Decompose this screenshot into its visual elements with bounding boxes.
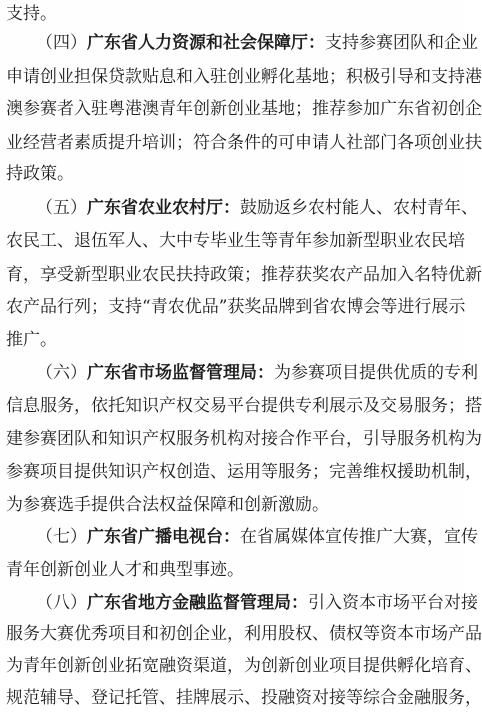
paragraph-text: 支持参赛团队和企业 <box>325 33 478 53</box>
paragraph-text: 持政策。 <box>6 164 74 184</box>
paragraph-number: （五） <box>36 198 87 218</box>
paragraph-text: 育，享受新型职业农民扶持政策；推荐获奖农产品加入名特优新 <box>6 265 482 285</box>
text-line <box>6 95 482 123</box>
paragraph-text: 在省属媒体宣传推广大赛，宣传 <box>240 527 478 547</box>
paragraph-number: （七） <box>36 527 87 547</box>
agency-name: 广东省农业农村厅： <box>87 198 240 218</box>
paragraph-heading-line <box>6 29 478 57</box>
paragraph-text: 为青年创新创业拓宽融资渠道，为创新创业项目提供孵化培育、 <box>6 656 482 676</box>
paragraph-text: 澳参赛者入驻粤港澳青年创新创业基地；推荐参加广东省初创企 <box>6 99 482 119</box>
paragraph-text: 信息服务，依托知识产权交易平台提供专利展示及交易服务；搭 <box>6 396 482 416</box>
paragraph-number: （六） <box>36 363 87 383</box>
text-line <box>6 652 482 680</box>
agency-name: 广东省广播电视台： <box>87 527 240 547</box>
text-line <box>6 425 482 453</box>
text-line <box>6 491 329 519</box>
paragraph-text: 引入资本市场平台对接 <box>308 593 478 613</box>
text-line <box>6 63 482 91</box>
paragraph-text: 农民工、退伍军人、大中专毕业生等青年参加新型职业农民培 <box>6 231 465 251</box>
paragraph-text: 青年创新创业人才和典型事迹。 <box>6 560 244 580</box>
text-line <box>6 227 465 255</box>
paragraph-text: 农产品行列；支持“青农优品”获奖品牌到省农博会等进行展示 <box>6 297 466 317</box>
text-line <box>6 261 482 289</box>
paragraph-heading-line <box>6 194 478 222</box>
paragraph-number: （四） <box>36 33 87 53</box>
text-line <box>6 326 57 354</box>
paragraph-text: 规范辅导、登记托管、挂牌展示、投融资对接等综合金融服务， <box>6 688 482 708</box>
agency-name: 广东省地方金融监督管理局： <box>87 593 308 613</box>
paragraph-text: 申请创业担保贷款贴息和入驻创业孵化基地；积极引导和支持港 <box>6 67 482 87</box>
text-line <box>6 556 244 584</box>
paragraph-text: 服务大赛优秀项目和初创企业，利用股权、债权等资本市场产品 <box>6 624 482 644</box>
paragraph-text: 鼓励返乡农村能人、农村青年、 <box>240 198 478 218</box>
paragraph-text: 参赛项目提供知识产权创造、运用等服务；完善维权援助机制， <box>6 462 482 482</box>
text-line <box>6 458 482 486</box>
paragraph-text: 支持。 <box>6 4 57 24</box>
paragraph-heading-line <box>6 589 478 617</box>
text-line <box>6 293 466 321</box>
paragraph-text: 业经营者素质提升培训；符合条件的可申请人社部门各项创业扶 <box>6 133 482 153</box>
paragraph-number: （八） <box>36 593 87 613</box>
text-line <box>6 684 482 712</box>
paragraph-text: 为参赛选手提供合法权益保障和创新激励。 <box>6 495 329 515</box>
text-line <box>6 620 482 648</box>
paragraph-text: 建参赛团队和知识产权服务机构对接合作平台，引导服务机构为 <box>6 429 482 449</box>
text-line <box>6 0 57 28</box>
text-line <box>6 129 482 157</box>
paragraph-heading-line <box>6 359 478 387</box>
paragraph-heading-line <box>6 523 478 551</box>
agency-name: 广东省市场监督管理局： <box>87 363 274 383</box>
paragraph-text: 推广。 <box>6 330 57 350</box>
text-line <box>6 392 482 420</box>
agency-name: 广东省人力资源和社会保障厅： <box>87 33 325 53</box>
text-line <box>6 160 74 188</box>
paragraph-text: 为参赛项目提供优质的专利 <box>274 363 478 383</box>
